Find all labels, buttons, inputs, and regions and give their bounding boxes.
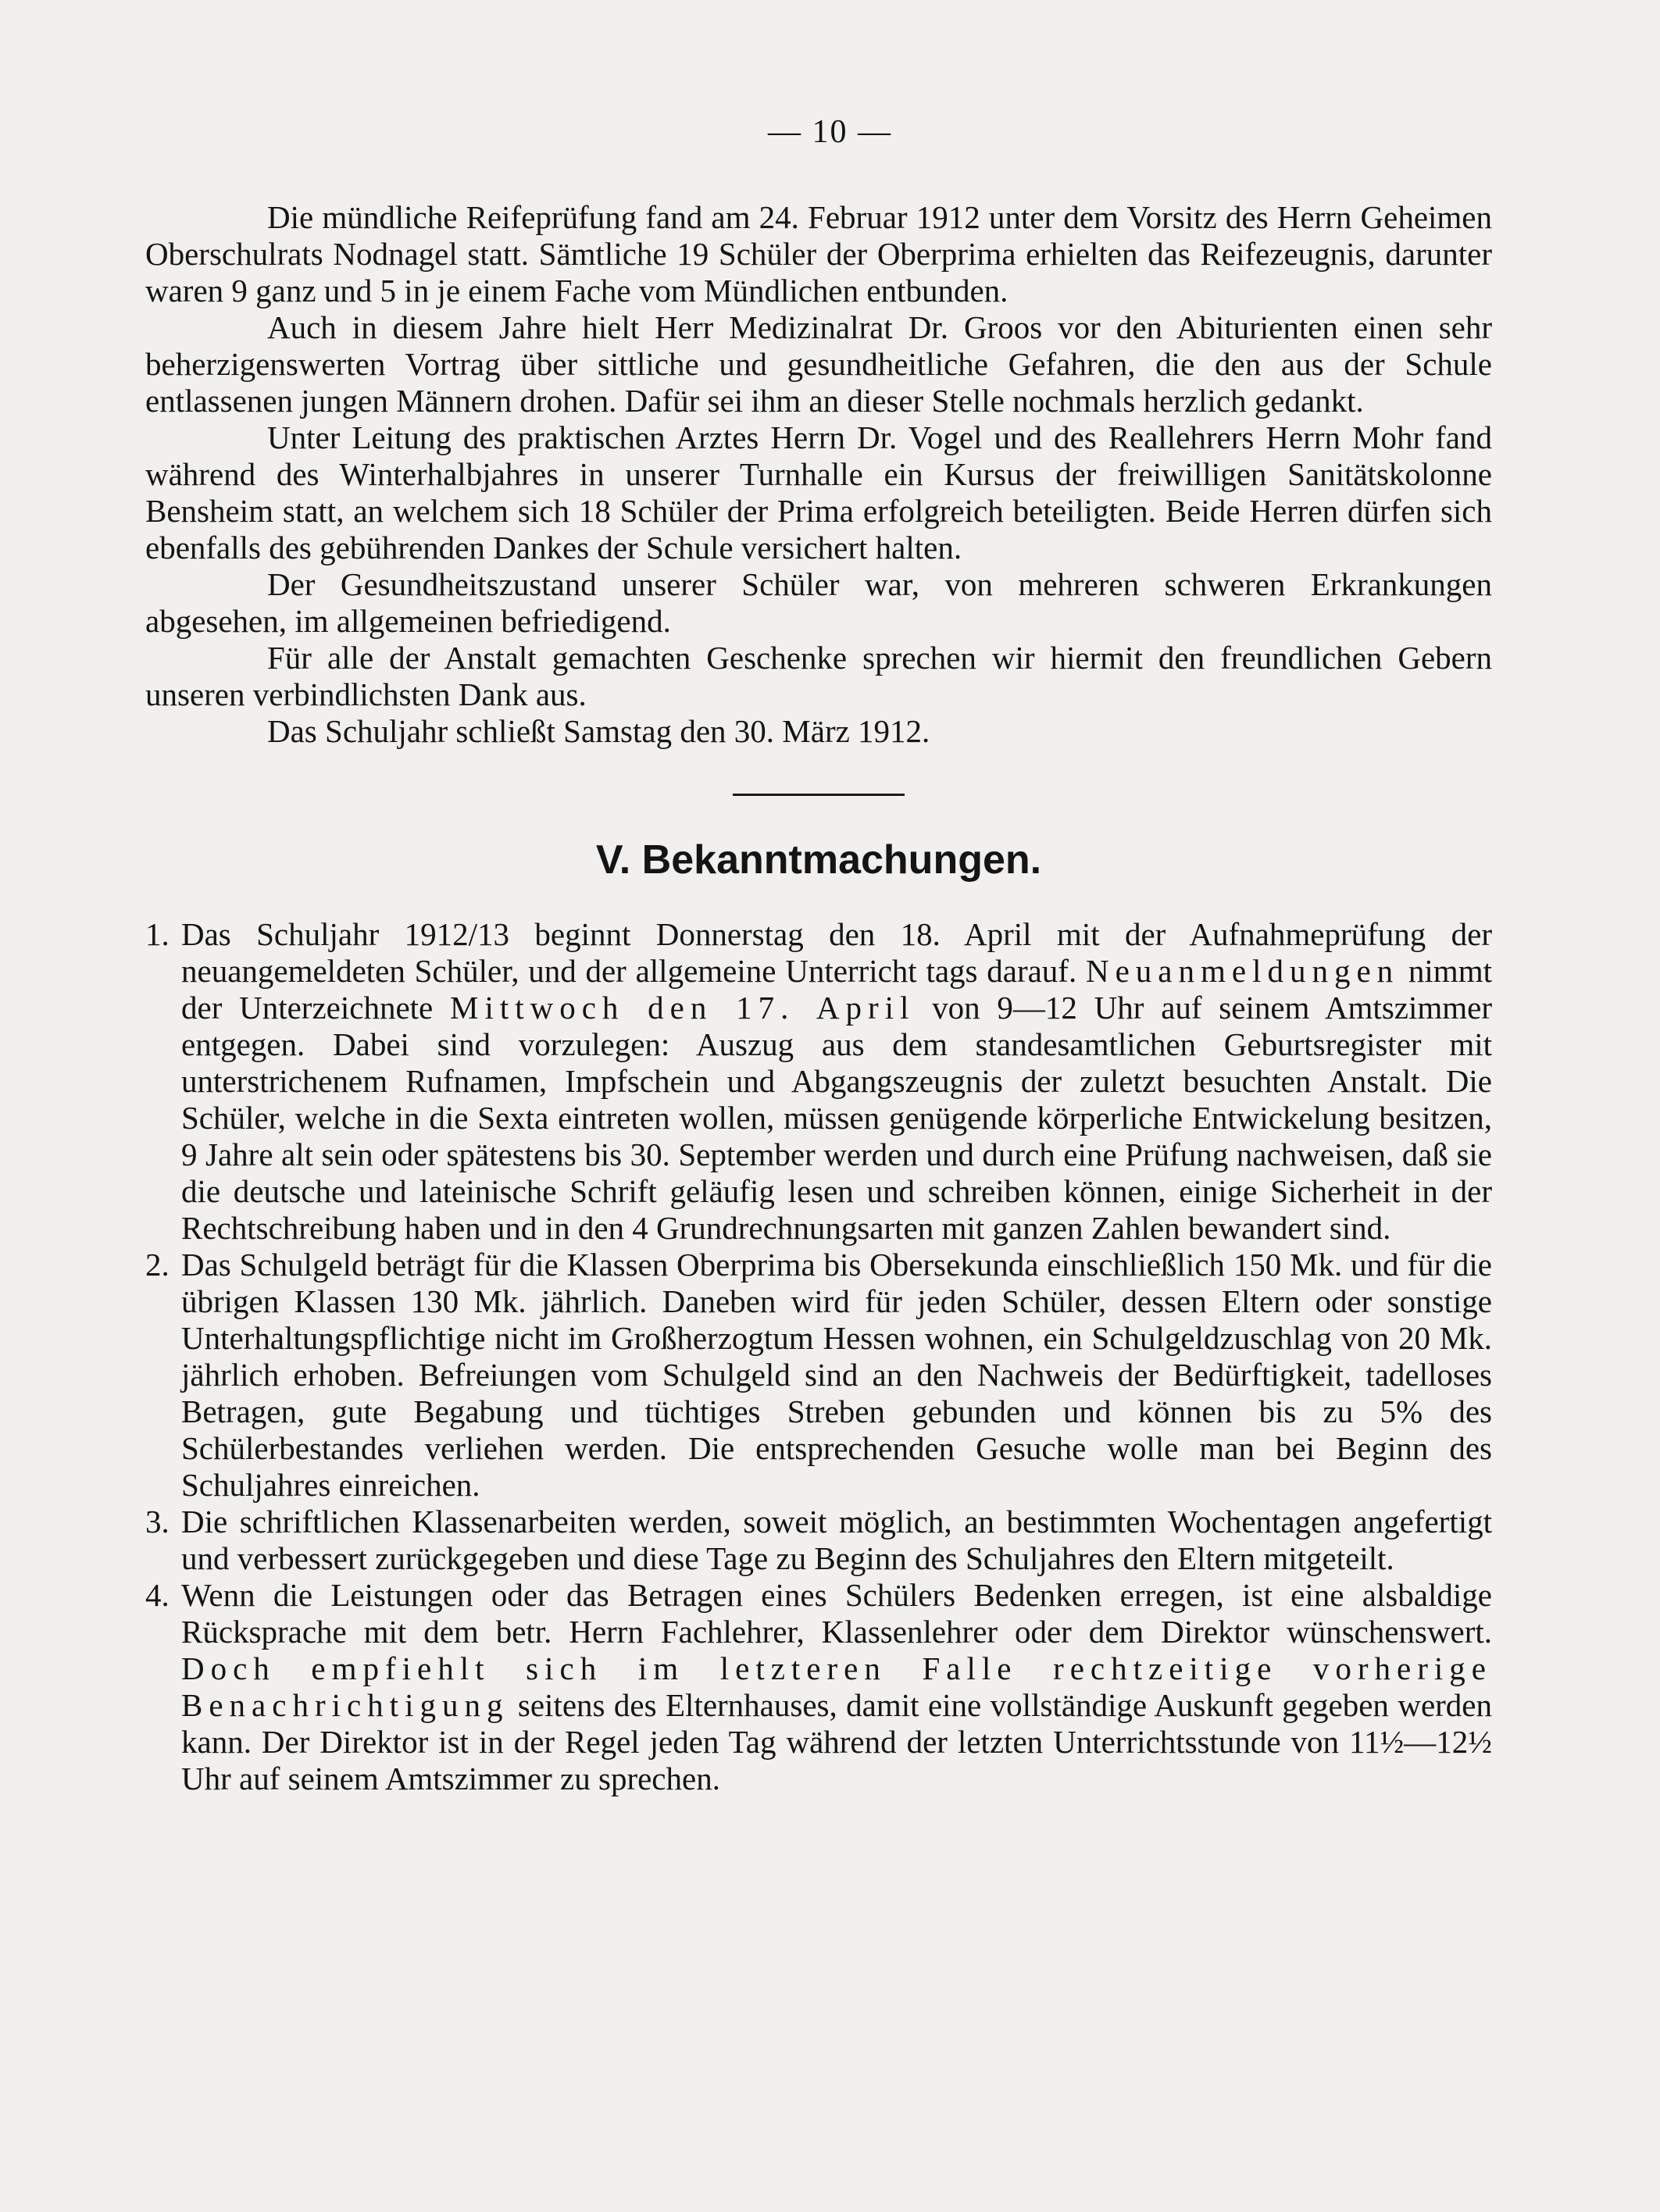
notice-item-4 [145,1577,1492,1797]
paragraph-reifepruefung: Die mündliche Reifeprüfung fand am 24. Februar 1912 unter dem Vorsitz des Herrn Geheimen Oberschulrats Nodnagel statt. Sämtliche 19 Schüler der Oberprima erhielten das Reifezeugnis, darunter waren 9 ganz und 5 in je einem Fache vom Mündlichen entbunden. [145,199,1492,309]
notice-number: 4. [145,1577,170,1613]
notice-item-1 [145,916,1492,1247]
notice-text: seitens des Elternhauses, damit eine vollständige Auskunft gegeben werden kann. Der Direktor ist in der Regel jeden Tag während der letzten Unterrichtsstunde von 11½—12½ Uhr auf seinem Amtszimmer zu sprechen. [181,1687,1492,1796]
notice-text: Wenn die Leistungen oder das Betragen eines Schülers Bedenken erregen, ist eine alsbaldige Rücksprache mit dem betr. Herrn Fachlehrer, Klassenlehrer oder dem Direktor wünschenswert. [181,1577,1492,1650]
paragraph-vortrag: Auch in diesem Jahre hielt Herr Medizinalrat Dr. Groos vor den Abiturienten einen sehr beherzigenswerten Vortrag über sittliche und gesundheitliche Gefahren, die den aus der Schule entlassenen jungen Männern drohen. Dafür sei ihm an dieser Stelle nochmals herzlich gedankt. [145,309,1492,419]
section-divider [733,794,905,796]
notice-text: Das Schulgeld beträgt für die Klassen Oberprima bis Obersekunda einschließlich 150 Mk. und für die übrigen Klassen 130 Mk. jährlich. Daneben wird für jeden Schüler, dessen Eltern oder sonstige Unterhaltungspflichtige nicht im Großherzogtum Hessen wohnen, ein Schulgeldzuschlag von 20 Mk. jährlich erhoben. Befreiungen vom Schulgeld sind an den Nachweis der Bedürftigkeit, tadelloses Betragen, gute Begabung und tüchtiges Streben gebunden und können bis zu 5% des Schülerbestandes verliehen werden. Die entsprechenden Gesuche wolle man bei Beginn des Schuljahres einreichen. [181,1247,1492,1503]
notice-text: Das Schuljahr 1912/13 beginnt Donnerstag den 18. April mit der Aufnahmeprüfung der neuangemeldeten Schüler, und der allgemeine Unterricht tags darauf. [181,916,1492,989]
notice-emphasis: Mittwoch den 17. April [449,990,916,1026]
page-number: — 10 — [768,114,892,150]
notice-number: 3. [145,1504,170,1539]
notice-number: 1. [145,916,170,952]
paragraph-gesundheitszustand: Der Gesundheitszustand unserer Schüler war, von mehreren schweren Erkrankungen abgesehen, im allgemeinen befriedigend. [145,566,1492,639]
notice-number: 2. [145,1247,170,1283]
notice-text: nimmt der Unterzeichnete [181,953,1492,1026]
notice-text: von 9—12 Uhr auf seinem Amtszimmer entgegen. Dabei sind vorzulegen: Auszug aus dem standesamtlichen Geburtsregister mit unterstrichenem Rufnamen, Impfschein und Abgangszeugnis der zuletzt besuchten Anstalt. Die Schüler, welche in die Sexta eintreten wollen, müssen genügende körperliche Entwickelung besitzen, 9 Jahre alt sein oder spätestens bis 30. September werden und durch eine Prüfung nachweisen, daß sie die deutsche und lateinische Schrift geläufig lesen und schreiben können, einige Sicherheit in der Rechtschreibung haben und in den 4 Grundrechnungsarten mit ganzen Zahlen bewandert sind. [181,990,1492,1246]
notice-text: Die schriftlichen Klassenarbeiten werden, soweit möglich, an bestimmten Wochentagen angefertigt und verbessert zurückgegeben und diese Tage zu Beginn des Schuljahres den Eltern mitgeteilt. [181,1504,1492,1576]
notice-item-2 [145,1247,1492,1504]
notice-list [145,916,1492,1797]
notice-emphasis: Neuanmeldungen [1085,953,1400,989]
page-content [145,199,1492,1797]
paragraph-sanitaetskolonne: Unter Leitung des praktischen Arztes Herrn Dr. Vogel und des Reallehrers Herrn Mohr fand während des Winterhalbjahres in unserer Turnhalle ein Kursus der freiwilligen Sanitätskolonne Bensheim statt, an welchem sich 18 Schüler der Prima erfolgreich beteiligten. Beide Herren dürfen sich ebenfalls des gebührenden Dankes der Schule versichert halten. [145,419,1492,565]
paragraph-schuljahr-schluss: Das Schuljahr schließt Samstag den 30. März 1912. [267,713,930,749]
notice-item-3 [145,1504,1492,1577]
paragraph-geschenke: Für alle der Anstalt gemachten Geschenke sprechen wir hiermit den freundlichen Gebern unseren verbindlichsten Dank aus. [145,640,1492,712]
notice-emphasis: Doch empfiehlt sich im letzteren Falle rechtzeitige vorherige Benachrichtigung [181,1650,1492,1723]
section-heading: V. Bekanntmachungen. [595,837,1042,883]
